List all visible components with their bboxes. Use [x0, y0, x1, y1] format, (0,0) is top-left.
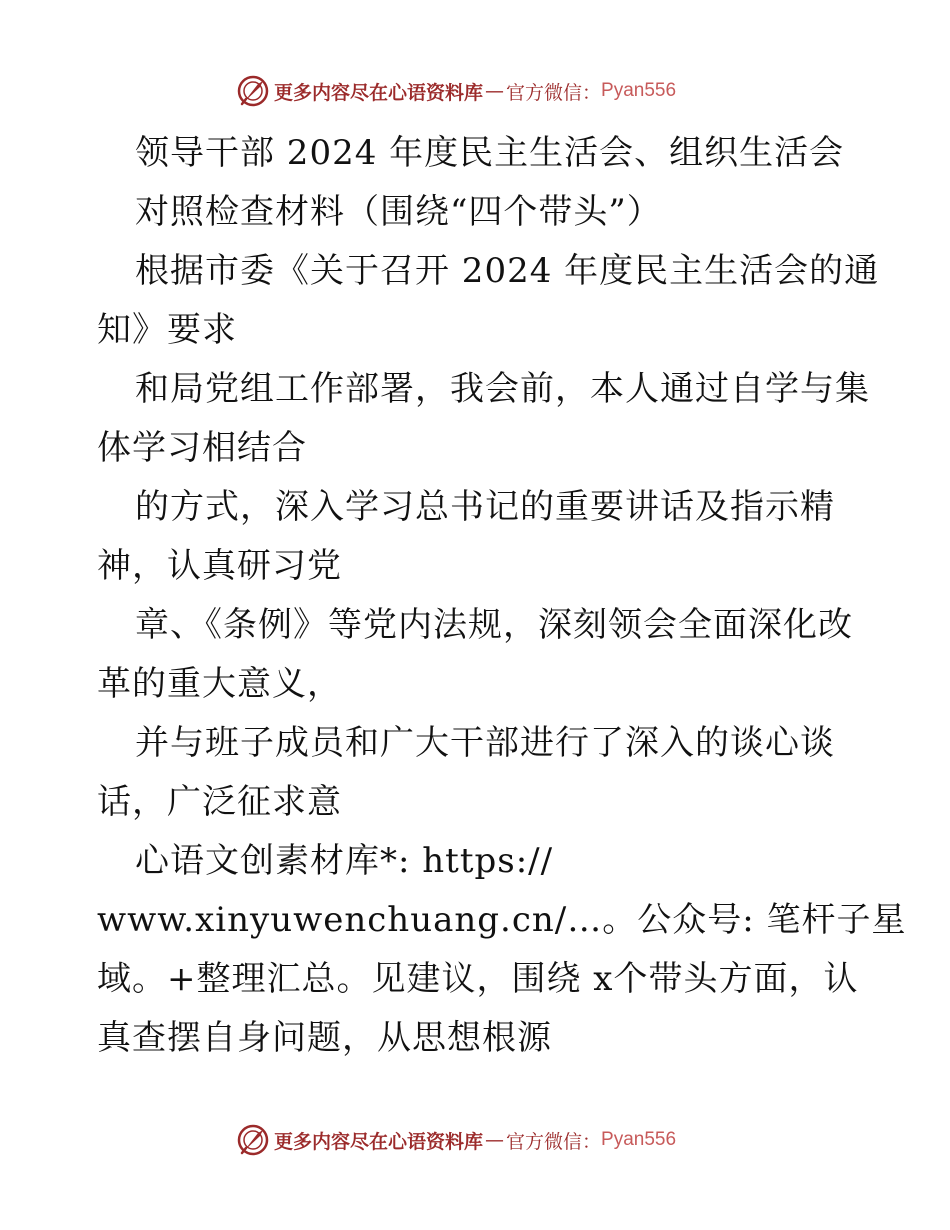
doc-paragraph-line: www.xinyuwenchuang.cn/…。公众号: 笔杆子星 — [97, 900, 907, 940]
doc-paragraph-line: 知》要求 — [97, 310, 237, 350]
doc-title-line-2: 对照检查材料（围绕“四个带头”） — [135, 192, 662, 232]
doc-paragraph-line: 神，认真研习党 — [97, 546, 342, 586]
doc-paragraph-line: 域。+整理汇总。见建议，围绕 x个带头方面，认 — [97, 959, 859, 999]
doc-paragraph-line: 革的重大意义， — [97, 664, 342, 704]
header-watermark-banner — [236, 74, 676, 108]
quill-pen-logo-icon — [236, 1123, 270, 1157]
banner-official-label: 官方微信： — [506, 81, 602, 104]
doc-paragraph-line: 和局党组工作部署，我会前，本人通过自学与集 — [135, 369, 870, 409]
doc-paragraph-line: 的方式，深入学习总书记的重要讲话及指示精 — [135, 487, 835, 527]
banner-main-text: 更多内容尽在心语资料库 — [274, 1130, 484, 1153]
footer-watermark-banner — [236, 1123, 676, 1157]
doc-paragraph-line: 话，广泛征求意 — [97, 782, 342, 822]
quill-pen-logo-icon — [236, 74, 270, 108]
document-body — [97, 124, 907, 1068]
banner-wechat-id: Pyan556 — [601, 80, 677, 101]
doc-title-line-1: 领导干部 2024 年度民主生活会、组织生活会 — [135, 133, 845, 173]
banner-official-label: 官方微信： — [506, 1130, 602, 1153]
banner-dash: — — [485, 80, 505, 102]
doc-paragraph-line: 章、《条例》等党内法规，深刻领会全面深化改 — [135, 605, 853, 645]
banner-wechat-id: Pyan556 — [601, 1129, 677, 1150]
doc-paragraph-line: 体学习相结合 — [97, 428, 307, 468]
doc-paragraph-line: 真查摆自身问题，从思想根源 — [97, 1018, 552, 1058]
doc-paragraph-line: 心语文创素材库*: https:// — [135, 841, 554, 881]
banner-main-text: 更多内容尽在心语资料库 — [274, 81, 484, 104]
banner-dash: — — [485, 1129, 505, 1151]
doc-paragraph-line: 并与班子成员和广大干部进行了深入的谈心谈 — [135, 723, 835, 763]
doc-paragraph-line: 根据市委《关于召开 2024 年度民主生活会的通 — [135, 251, 880, 291]
